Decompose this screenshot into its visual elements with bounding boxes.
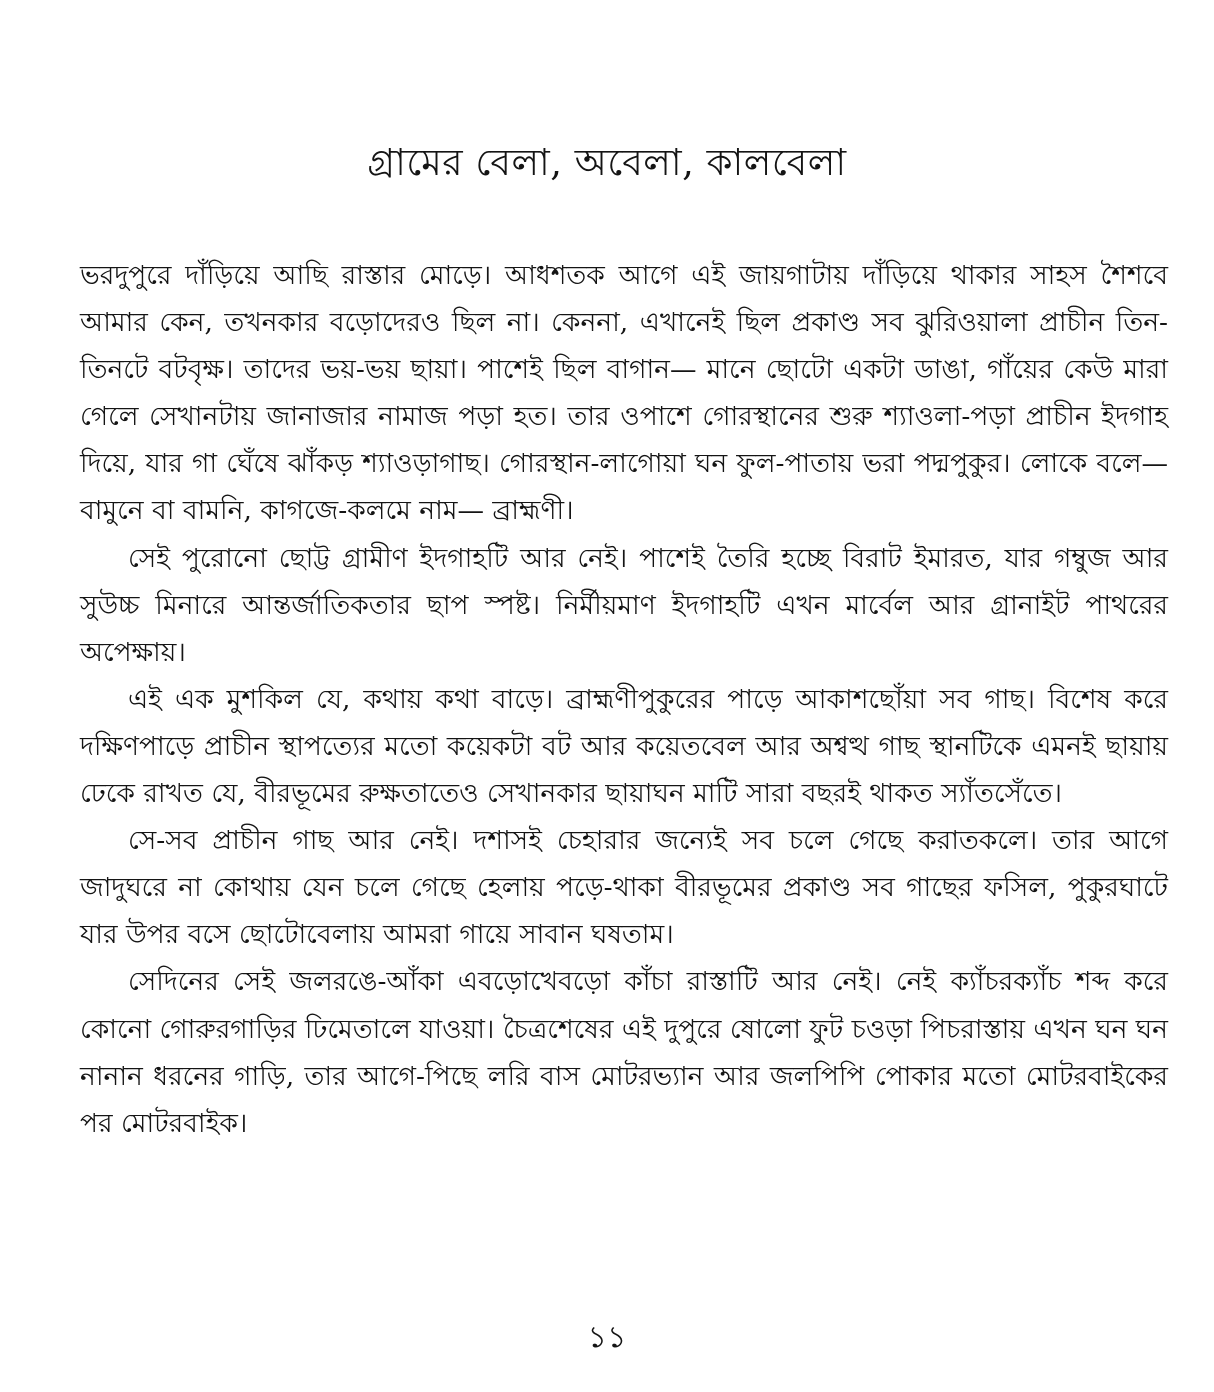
paragraph-3: এই এক মুশকিল যে, কথায় কথা বাড়ে। ব্রাহ্মণীপুকুরের পাড়ে আকাশছোঁয়া সব গাছ। বিশেষ করে দক্ষিণপাড়ে প্রাচীন স্থাপত্যের মতো কয়েকটা বট আর কয়েতবেল আর অশ্বত্থ গাছ স্থানটিকে এমনই ছায়ায় ঢেকে রাখত যে, বীরভূমের রুক্ষতাতেও সেখানকার ছায়াঘন মাটি সারা বছরই থাকত স্যাঁতসেঁতে। [80,683,1168,810]
paragraph-1: ভরদুপুরে দাঁড়িয়ে আছি রাস্তার মোড়ে। আধশতক আগে এই জায়গাটায় দাঁড়িয়ে থাকার সাহস শৈশবে আমার কেন, তখনকার বড়োদেরও ছিল না। কেননা, এখানেই ছিল প্রকাণ্ড সব ঝুরিওয়ালা প্রাচীন তিন-তিনটে বটবৃক্ষ। তাদের ভয়-ভয় ছায়া। পাশেই ছিল বাগান— মানে ছোটো একটা ডাঙা, গাঁয়ের কেউ মারা গেলে সেখানটায় জানাজার নামাজ পড়া হত। তার ওপাশে গোরস্থানের শুরু শ্যাওলা-পড়া প্রাচীন ইদগাহ দিয়ে, যার গা ঘেঁষে ঝাঁকড় শ্যাওড়াগাছ। গোরস্থান-লাগোয়া ঘন ফুল-পাতায় ভরা পদ্মপুকুর। লোকে বলে—বামুনে বা বামনি, কাগজে-কলমে নাম— ব্রাহ্মণী। [80,260,1168,527]
paragraph-4: সে-সব প্রাচীন গাছ আর নেই। দশাসই চেহারার জন্যেই সব চলে গেছে করাতকলে। তার আগে জাদুঘরে না কোথায় যেন চলে গেছে হেলায় পড়ে-থাকা বীরভূমের প্রকাণ্ড সব গাছের ফসিল, পুকুরঘাটে যার উপর বসে ছোটোবেলায় আমরা গায়ে সাবান ঘষতাম। [80,825,1168,951]
paragraph-2: সেই পুরোনো ছোট্ট গ্রামীণ ইদগাহটি আর নেই। পাশেই তৈরি হচ্ছে বিরাট ইমারত, যার গম্বুজ আর সুউচ্চ মিনারে আন্তর্জাতিকতার ছাপ স্পষ্ট। নির্মীয়মাণ ইদগাহটি এখন মার্বেল আর গ্রানাইট পাথরের অপেক্ষায়। [80,542,1168,668]
page-number: ১১ [587,1320,627,1355]
paragraph-5: সেদিনের সেই জলরঙে-আঁকা এবড়োখেবড়ো কাঁচা রাস্তাটি আর নেই। নেই ক্যাঁচরক্যাঁচ শব্দ করে কোনো গোরুরগাড়ির ঢিমেতালে যাওয়া। চৈত্রশেষের এই দুপুরে ষোলো ফুট চওড়া পিচরাস্তায় এখন ঘন ঘন নানান ধরনের গাড়ি, তার আগে-পিছে লরি বাস মোটরভ্যান আর জলপিপি পোকার মতো মোটরবাইকের পর মোটরবাইক। [80,966,1168,1139]
chapter-title: গ্রামের বেলা, অবেলা, কালবেলা [367,141,847,184]
body-text [80,252,1168,1147]
